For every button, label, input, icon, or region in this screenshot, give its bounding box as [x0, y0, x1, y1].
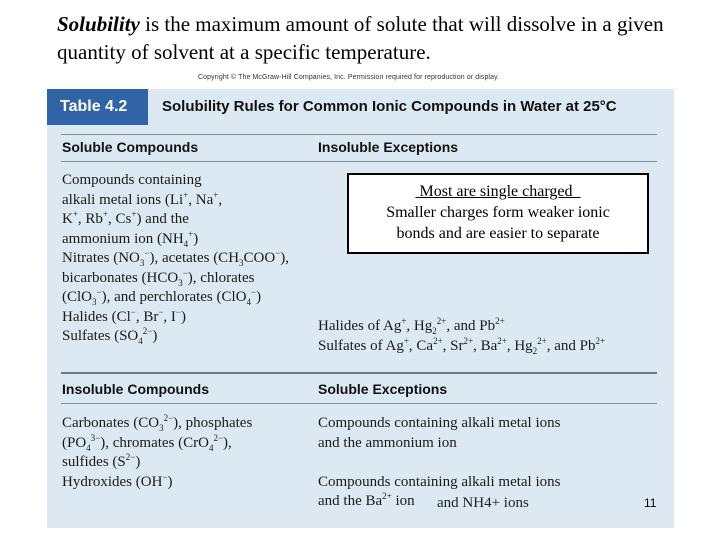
nh4-annotation: and NH4+ ions: [437, 495, 529, 511]
table-number: Table 4.2: [60, 98, 128, 115]
cell-soluble-exceptions: Compounds containing alkali metal ions and the ammonium ion Compounds containing alkali metal ions and the $Ba^{2+}$ ion: [318, 415, 561, 509]
slide-heading: [57, 10, 707, 66]
cell-soluble-compounds: Compounds containing alkali metal ions (Li+, Na+, K+, Rb+, Cs+) and the ammonium ion $(NH_4^+)$ Nitrates $(NO_3^-)$, acetates $(CH_3COO^-)$, bicarbonates $(HCO_3^-)$, chlorates (ClO$_3$−), and perchlorates (ClO$_4$−) Halides (Cl−, Br−, I−) Sulfates $(SO_4^{2-})$: [62, 172, 290, 346]
callout-line-2: Smaller charges form weaker ionic: [386, 204, 610, 221]
header-insoluble-exceptions: Insoluble Exceptions: [318, 139, 459, 155]
cell-insoluble-exceptions: Halides of Ag+, $Hg_2^{2+}$, and $Pb^{2+}$ Sulfates of Ag+, $Ca^{2+}$, $Sr^{2+}$, $Ba^{2+}$, $Hg_2^{2+}$, and $Pb^{2+}$: [318, 316, 606, 356]
divider: [61, 161, 657, 162]
page-number: 11: [644, 496, 657, 510]
header-insoluble-compounds: Insoluble Compounds: [62, 381, 209, 397]
callout-line-1: Most are single charged: [415, 183, 581, 200]
annotation-callout-box: [347, 173, 649, 254]
divider: [61, 134, 657, 135]
definition-text: is the maximum amount of solute that will dissolve in a given quantity of solvent at a specific temperature.: [57, 12, 664, 64]
cell-insoluble-compounds: Carbonates $(CO_3^{2-})$, phosphates $(PO_4^{3-})$, chromates (CrO$_4^{2-}$), sulfides $(S^{2-})$ Hydroxides (OH−): [62, 413, 253, 490]
term-solubility: Solubility: [57, 12, 140, 36]
divider: [61, 372, 657, 374]
table-title-bar: [47, 89, 674, 125]
table-title: Solubility Rules for Common Ionic Compounds in Water at 25°C: [148, 89, 674, 125]
header-soluble-exceptions: Soluble Exceptions: [318, 381, 448, 397]
copyright-notice: Copyright © The McGraw-Hill Companies, Inc. Permission required for reproduction or display.: [198, 74, 500, 81]
solubility-table: [47, 89, 674, 528]
callout-line-3: bonds and are easier to separate: [396, 225, 600, 242]
divider: [61, 403, 657, 404]
header-soluble-compounds: Soluble Compounds: [62, 139, 199, 155]
